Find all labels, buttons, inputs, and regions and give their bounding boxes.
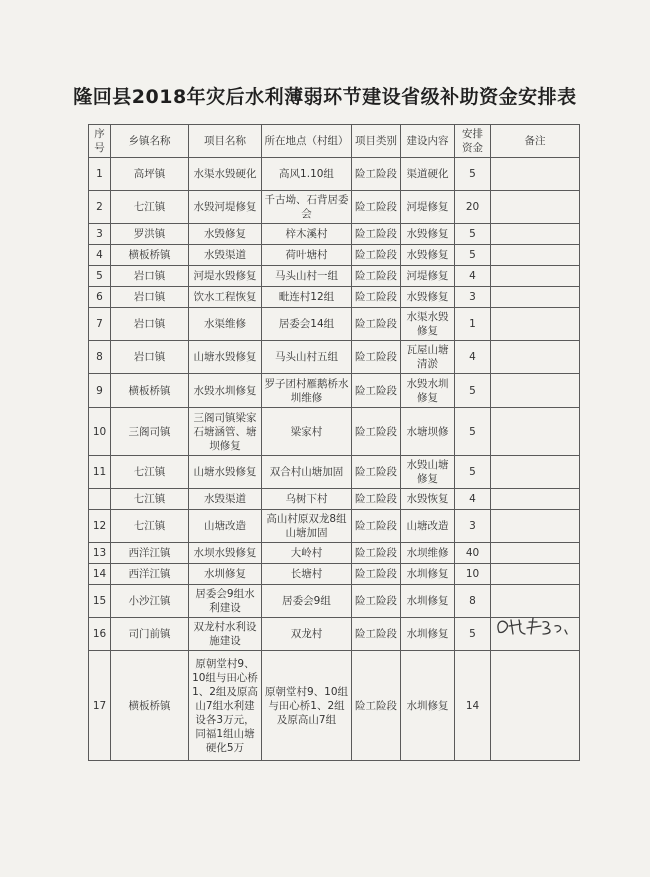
cell-type: 险工险段 [352, 510, 401, 543]
cell-seq: 1 [89, 158, 111, 191]
table-row [89, 489, 580, 510]
cell-town: 七江镇 [111, 510, 189, 543]
table-row [89, 224, 580, 245]
cell-project: 三阁司镇梁家石塘涵管、塘坝修复 [189, 408, 262, 456]
cell-town: 七江镇 [111, 489, 189, 510]
cell-type: 险工险段 [352, 224, 401, 245]
cell-funds: 4 [455, 341, 491, 374]
cell-town: 岩口镇 [111, 341, 189, 374]
cell-type: 险工险段 [352, 489, 401, 510]
table-row [89, 510, 580, 543]
cell-project: 水毁修复 [189, 224, 262, 245]
cell-project: 原朝堂村9、10组与田心桥1、2组及原高山7组水利建设各3万元，同福1组山塘硬化5万 [189, 651, 262, 761]
cell-type: 险工险段 [352, 651, 401, 761]
header-row [89, 125, 580, 158]
cell-funds: 5 [455, 456, 491, 489]
cell-funds: 5 [455, 158, 491, 191]
cell-town: 西洋江镇 [111, 564, 189, 585]
table-row [89, 456, 580, 489]
cell-funds: 5 [455, 374, 491, 408]
table-row [89, 543, 580, 564]
cell-remark [491, 308, 580, 341]
cell-project: 山塘改造 [189, 510, 262, 543]
cell-content: 瓦屋山塘清淤 [401, 341, 455, 374]
cell-location: 马头山村五组 [262, 341, 352, 374]
cell-location: 高风1.10组 [262, 158, 352, 191]
cell-seq: 4 [89, 245, 111, 266]
cell-content: 水圳修复 [401, 585, 455, 618]
cell-seq: 15 [89, 585, 111, 618]
cell-funds: 5 [455, 618, 491, 651]
cell-type: 险工险段 [352, 158, 401, 191]
cell-seq: 16 [89, 618, 111, 651]
cell-location: 梓木溪村 [262, 224, 352, 245]
cell-funds: 8 [455, 585, 491, 618]
cell-remark [491, 224, 580, 245]
cell-town: 西洋江镇 [111, 543, 189, 564]
cell-funds: 4 [455, 266, 491, 287]
cell-remark [491, 564, 580, 585]
cell-remark [491, 489, 580, 510]
cell-project: 水毁河堤修复 [189, 191, 262, 224]
cell-project: 水渠水毁硬化 [189, 158, 262, 191]
cell-type: 险工险段 [352, 374, 401, 408]
cell-type: 险工险段 [352, 266, 401, 287]
cell-location: 大岭村 [262, 543, 352, 564]
table-row [89, 191, 580, 224]
cell-funds: 3 [455, 287, 491, 308]
cell-town: 横板桥镇 [111, 245, 189, 266]
cell-remark [491, 374, 580, 408]
cell-town: 七江镇 [111, 456, 189, 489]
cell-project: 河堤水毁修复 [189, 266, 262, 287]
cell-seq: 9 [89, 374, 111, 408]
cell-content: 河堤修复 [401, 191, 455, 224]
cell-town: 罗洪镇 [111, 224, 189, 245]
cell-project: 山塘水毁修复 [189, 456, 262, 489]
cell-town: 高坪镇 [111, 158, 189, 191]
cell-content: 山塘改造 [401, 510, 455, 543]
cell-funds: 14 [455, 651, 491, 761]
cell-remark [491, 287, 580, 308]
header-project: 项目名称 [189, 125, 262, 158]
cell-funds: 40 [455, 543, 491, 564]
cell-location: 千古坳、石背居委会 [262, 191, 352, 224]
cell-location: 长塘村 [262, 564, 352, 585]
table-row [89, 408, 580, 456]
table-row [89, 158, 580, 191]
cell-type: 险工险段 [352, 585, 401, 618]
cell-type: 险工险段 [352, 618, 401, 651]
page-title: 隆回县2018年灾后水利薄弱环节建设省级补助资金安排表 [73, 86, 577, 108]
cell-type: 险工险段 [352, 564, 401, 585]
cell-content: 水毁恢复 [401, 489, 455, 510]
cell-remark [491, 341, 580, 374]
cell-seq: 11 [89, 456, 111, 489]
cell-type: 险工险段 [352, 408, 401, 456]
cell-content: 水毁修复 [401, 287, 455, 308]
cell-content: 水圳修复 [401, 651, 455, 761]
cell-location: 双龙村 [262, 618, 352, 651]
cell-project: 山塘水毁修复 [189, 341, 262, 374]
header-remark: 备注 [491, 125, 580, 158]
cell-seq: 2 [89, 191, 111, 224]
cell-type: 险工险段 [352, 308, 401, 341]
table-row [89, 651, 580, 761]
table-row [89, 341, 580, 374]
cell-town: 七江镇 [111, 191, 189, 224]
cell-location: 马头山村一组 [262, 266, 352, 287]
funding-table [88, 124, 580, 761]
cell-seq: 5 [89, 266, 111, 287]
cell-remark [491, 651, 580, 761]
cell-funds: 20 [455, 191, 491, 224]
header-town: 乡镇名称 [111, 125, 189, 158]
table-row [89, 266, 580, 287]
cell-remark [491, 456, 580, 489]
cell-type: 险工险段 [352, 191, 401, 224]
cell-remark [491, 543, 580, 564]
cell-project: 居委会9组水利建设 [189, 585, 262, 618]
header-location: 所在地点（村组） [262, 125, 352, 158]
handwritten-signature [491, 612, 577, 640]
cell-location: 原朝堂村9、10组与田心桥1、2组及原高山7组 [262, 651, 352, 761]
cell-location: 荷叶塘村 [262, 245, 352, 266]
cell-remark [491, 408, 580, 456]
cell-content: 水毁水圳修复 [401, 374, 455, 408]
cell-project: 饮水工程恢复 [189, 287, 262, 308]
table-row [89, 245, 580, 266]
table-row [89, 287, 580, 308]
cell-content: 水坝维修 [401, 543, 455, 564]
cell-town: 横板桥镇 [111, 374, 189, 408]
cell-location: 居委会14组 [262, 308, 352, 341]
header-funds: 安排资金 [455, 125, 491, 158]
cell-seq: 13 [89, 543, 111, 564]
cell-seq [89, 489, 111, 510]
cell-project: 水渠维修 [189, 308, 262, 341]
cell-type: 险工险段 [352, 245, 401, 266]
cell-seq: 8 [89, 341, 111, 374]
table-row [89, 308, 580, 341]
cell-remark [491, 191, 580, 224]
cell-location: 居委会9组 [262, 585, 352, 618]
table-row [89, 564, 580, 585]
cell-seq: 10 [89, 408, 111, 456]
cell-town: 岩口镇 [111, 308, 189, 341]
cell-town: 横板桥镇 [111, 651, 189, 761]
cell-project: 水毁渠道 [189, 245, 262, 266]
cell-content: 水毁山塘修复 [401, 456, 455, 489]
cell-content: 水圳修复 [401, 618, 455, 651]
cell-content: 水渠水毁修复 [401, 308, 455, 341]
cell-location: 毗连村12组 [262, 287, 352, 308]
cell-funds: 1 [455, 308, 491, 341]
cell-remark [491, 266, 580, 287]
cell-project: 水圳修复 [189, 564, 262, 585]
cell-funds: 10 [455, 564, 491, 585]
cell-remark [491, 510, 580, 543]
cell-funds: 3 [455, 510, 491, 543]
cell-project: 水毁渠道 [189, 489, 262, 510]
cell-location: 双合村山塘加固 [262, 456, 352, 489]
header-content: 建设内容 [401, 125, 455, 158]
cell-type: 险工险段 [352, 287, 401, 308]
table-row [89, 374, 580, 408]
cell-content: 渠道硬化 [401, 158, 455, 191]
cell-project: 水坝水毁修复 [189, 543, 262, 564]
cell-content: 水毁修复 [401, 224, 455, 245]
cell-content: 河堤修复 [401, 266, 455, 287]
cell-content: 水塘坝修 [401, 408, 455, 456]
cell-remark [491, 158, 580, 191]
cell-seq: 6 [89, 287, 111, 308]
cell-content: 水毁修复 [401, 245, 455, 266]
cell-town: 岩口镇 [111, 287, 189, 308]
cell-project: 双龙村水利设施建设 [189, 618, 262, 651]
cell-type: 险工险段 [352, 543, 401, 564]
cell-type: 险工险段 [352, 341, 401, 374]
cell-location: 乌树下村 [262, 489, 352, 510]
cell-location: 梁家村 [262, 408, 352, 456]
header-seq: 序号 [89, 125, 111, 158]
cell-funds: 5 [455, 245, 491, 266]
cell-seq: 17 [89, 651, 111, 761]
cell-funds: 5 [455, 408, 491, 456]
cell-seq: 7 [89, 308, 111, 341]
cell-seq: 12 [89, 510, 111, 543]
cell-remark [491, 245, 580, 266]
cell-town: 三阁司镇 [111, 408, 189, 456]
cell-project: 水毁水圳修复 [189, 374, 262, 408]
cell-seq: 14 [89, 564, 111, 585]
cell-location: 高山村原双龙8组山塘加固 [262, 510, 352, 543]
cell-funds: 4 [455, 489, 491, 510]
cell-town: 司门前镇 [111, 618, 189, 651]
cell-location: 罗子团村雁鹅桥水圳维修 [262, 374, 352, 408]
header-type: 项目类别 [352, 125, 401, 158]
cell-town: 小沙江镇 [111, 585, 189, 618]
cell-town: 岩口镇 [111, 266, 189, 287]
cell-content: 水圳修复 [401, 564, 455, 585]
cell-seq: 3 [89, 224, 111, 245]
cell-funds: 5 [455, 224, 491, 245]
cell-type: 险工险段 [352, 456, 401, 489]
